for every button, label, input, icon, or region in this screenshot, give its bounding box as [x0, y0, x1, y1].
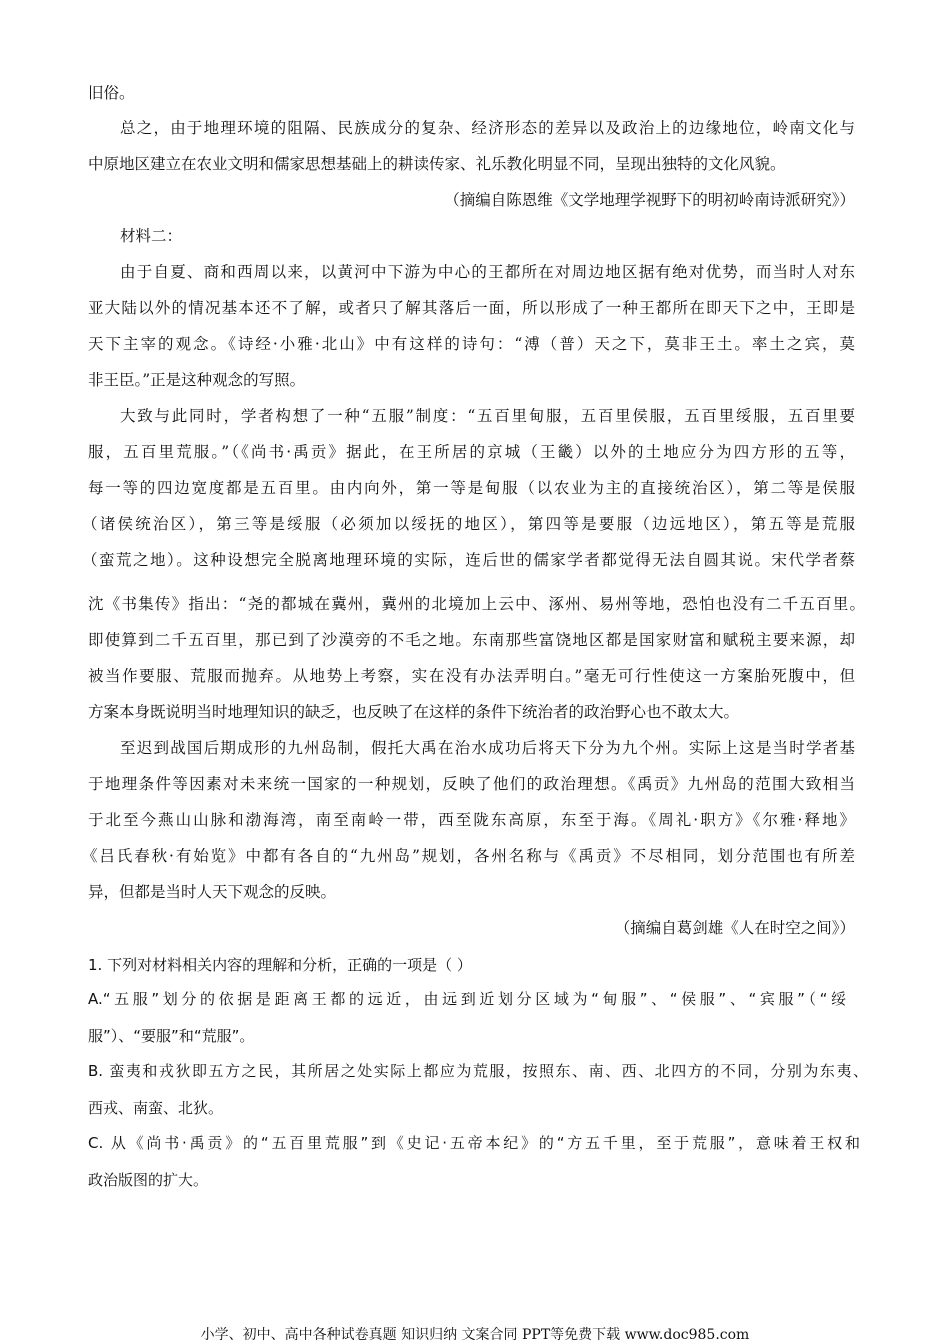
material2-p2-line: 被当作要服、荒服而抛弃。从地势上考察，实在没有办法弄明白。”毫无可行性使这一方案胎死腹中，但 [88, 667, 855, 685]
material2-p3-line: 《吕氏春秋·有始览》中都有各自的“九州岛”规划，各州名称与《禹贡》不尽相同，划分范围也有所差 [82, 847, 855, 865]
paragraph-tail: 旧俗。 [88, 84, 135, 102]
material2-p2-line: 方案本身既说明当时地理知识的缺乏，也反映了在这样的条件下统治者的政治野心也不敢太大。 [88, 703, 740, 721]
source-citation-2: （摘编自葛剑雄《人在时空之间》） [614, 919, 855, 937]
conclusion-line-1: 总之，由于地理环境的阻隔、民族成分的复杂、经济形态的差异以及政治上的边缘地位，岭南文化与 [120, 119, 855, 137]
material2-p2-line: （蛮荒之地）。这种设想完全脱离地理环境的实际，连后世的儒家学者都觉得无法自圆其说。宋代学者蔡 [82, 551, 855, 569]
option-a-line-1[interactable]: A.“五服”划分的依据是距离王都的远近，由远到近划分区域为“甸服”、“侯服”、“宾服”（“绥 [88, 990, 846, 1008]
material2-p3-line: 于地理条件等因素对未来统一国家的一种规划，反映了他们的政治理想。《禹贡》九州岛的范围大致相当 [88, 775, 855, 793]
material2-p2-line: 沈《书集传》指出：“尧的都城在冀州，冀州的北境加上云中、涿州、易州等地，恐怕也没有二千五百里。 [88, 595, 865, 613]
question-1-stem: 1. 下列对材料相关内容的理解和分析，正确的一项是（ ） [88, 956, 472, 974]
material2-p3-line: 于北至今燕山山脉和渤海湾，南至南岭一带，西至陇东高原，东至于海。《周礼·职方》《尔雅·释地》 [88, 811, 855, 829]
material2-p2-line: 大致与此同时，学者构想了一种“五服”制度：“五百里甸服，五百里侯服，五百里绥服，五百里要 [120, 407, 855, 425]
option-c-line-2[interactable]: 政治版图的扩大。 [88, 1171, 209, 1189]
material2-p1-line: 亚大陆以外的情况基本还不了解，或者只了解其落后一面，所以形成了一种王都所在即天下之中，王即是 [88, 299, 855, 317]
conclusion-line-2: 中原地区建立在农业文明和儒家思想基础上的耕读传家、礼乐教化明显不同，呈现出独特的文化风貌。 [88, 155, 786, 173]
option-b-line-2[interactable]: 西戎、南蛮、北狄。 [88, 1099, 224, 1117]
footer-banner[interactable]: 小学、初中、高中各种试卷真题 知识归纳 文案合同 PPT等免费下载 www.doc985.com [200, 1327, 750, 1343]
material2-p2-line: 每一等的四边宽度都是五百里。由内向外，第一等是甸服（以农业为主的直接统治区），第二等是侯服 [88, 479, 855, 497]
material2-p2-line: （诸侯统治区），第三等是绥服（必须加以绥抚的地区），第四等是要服（边远地区），第五等是荒服 [82, 515, 855, 533]
material2-p3-line: 异，但都是当时人天下观念的反映。 [88, 883, 337, 901]
material2-p3-line: 至迟到战国后期成形的九州岛制，假托大禹在治水成功后将天下分为九个州。实际上这是当时学者基 [120, 739, 855, 757]
material2-p2-line: 即使算到二千五百里，那已到了沙漠旁的不毛之地。东南那些富饶地区都是国家财富和赋税主要来源，却 [88, 631, 855, 649]
option-c-line-1[interactable]: C. 从《尚书·禹贡》的“五百里荒服”到《史记·五帝本纪》的“方五千里，至于荒服”，意味着王权和 [88, 1134, 860, 1152]
material2-p1-line: 由于自夏、商和西周以来，以黄河中下游为中心的王都所在对周边地区据有绝对优势，而当时人对东 [120, 263, 855, 281]
material2-heading: 材料二： [120, 227, 183, 245]
source-citation-1: （摘编自陈恩维《文学地理学视野下的明初岭南诗派研究》） [444, 191, 855, 209]
material2-p2-line: 服，五百里荒服。”（《尚书·禹贡》据此，在王所居的京城（王畿）以外的土地应分为四方形的五等， [88, 443, 855, 461]
material2-p1-line: 天下主宰的观念。《诗经·小雅·北山》中有这样的诗句：“溥（普）天之下，莫非王土。率土之宾，莫 [88, 335, 855, 353]
option-b-line-1[interactable]: B. 蛮夷和戎狄即五方之民，其所居之处实际上都应为荒服，按照东、南、西、北四方的不同，分别为东夷、 [88, 1062, 868, 1080]
option-a-line-2[interactable]: 服”）、“要服”和“荒服”。 [88, 1027, 255, 1045]
material2-p1-line: 非王臣。”正是这种观念的写照。 [88, 371, 306, 389]
